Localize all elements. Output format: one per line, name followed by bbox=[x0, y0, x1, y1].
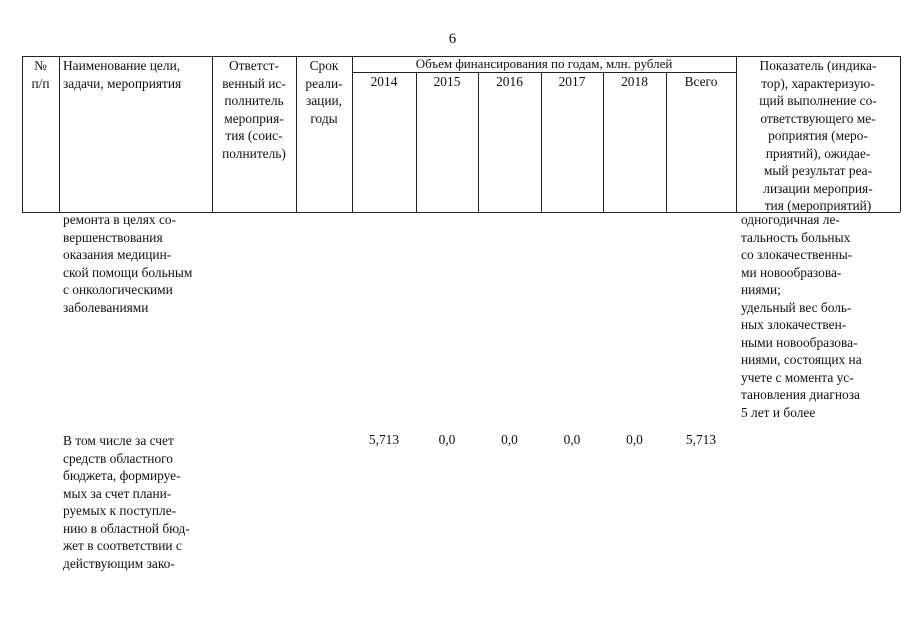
header-year-2017: 2017 bbox=[558, 74, 586, 89]
row1-indicator: одногодичная ле- тальность больных со злокачественны- ми новообразова- ниями; удельный вес боль- ных злокачествен- ными новообразова- ниями, состоящих на учете с момента ус- тановления диагноза 5 лет и более bbox=[741, 212, 862, 420]
col-divider-1 bbox=[59, 56, 60, 212]
header-year-2018: 2018 bbox=[621, 74, 648, 89]
header-term: Срок реали- зации, годы bbox=[305, 58, 343, 126]
header-year-2016: 2016 bbox=[496, 74, 523, 89]
col-divider-5 bbox=[736, 56, 737, 212]
row2-value-2015: 0,0 bbox=[438, 432, 456, 447]
header-responsible: Ответст- венный ис- полнитель мероприя- тия (соис- полнитель) bbox=[222, 58, 286, 161]
header-name: Наименование цели, задачи, мероприятия bbox=[63, 58, 182, 91]
row2-value-2017: 0,0 bbox=[563, 432, 581, 447]
row2-value-total: 5,713 bbox=[685, 432, 717, 447]
header-funding: Объем финансирования по годам, млн. рублей bbox=[415, 56, 673, 71]
year-divider-1 bbox=[416, 72, 417, 212]
header-indicator: Показатель (индика- тор), характеризую- щий выполнение со- ответствующего ме- роприятия (меро- приятий), ожидае- мый результат реа- лизации мероприя- тия (мероприятий) bbox=[759, 58, 877, 213]
header-total: Всего bbox=[684, 74, 718, 89]
page-number: 6 bbox=[448, 31, 457, 47]
header-year-2014: 2014 bbox=[370, 74, 398, 89]
header-year-2015: 2015 bbox=[433, 74, 461, 89]
row1-name: ремонта в целях со- вершенствования оказания медицин- ской помощи больным с онкологическими заболеваниями bbox=[63, 212, 193, 315]
year-divider-2 bbox=[478, 72, 479, 212]
table-right-border bbox=[900, 56, 901, 212]
year-divider-5 bbox=[666, 72, 667, 212]
header-number: № п/п bbox=[31, 58, 50, 91]
row2-name: В том числе за счет средств областного бюджета, формируе- мых за счет плани- руемых к поступле- нию в областной бюд- жет в соответствии с действующим зако- bbox=[63, 433, 190, 571]
row2-value-2016: 0,0 bbox=[501, 432, 518, 447]
row2-value-2018: 0,0 bbox=[626, 432, 643, 447]
row2-value-2014: 5,713 bbox=[368, 432, 400, 447]
year-divider-3 bbox=[541, 72, 542, 212]
year-divider-4 bbox=[603, 72, 604, 212]
